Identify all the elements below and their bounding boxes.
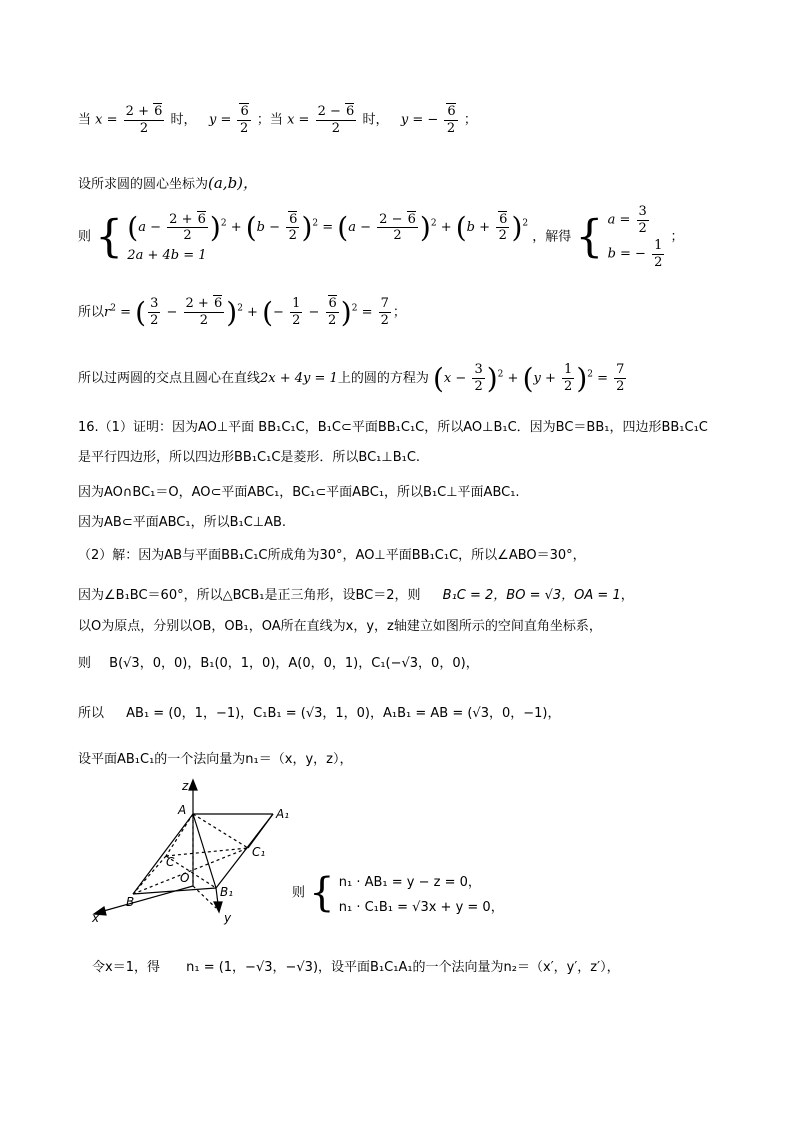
label-x: x [92, 911, 100, 925]
label-y: y [224, 911, 232, 925]
label-A1: A₁ [276, 807, 290, 821]
p16-b2: 因为∠B₁BC＝60°，所以△BCB₁是正三角形，设BC＝2，则 B₁C = 2，BO = √3，OA = 1， [78, 588, 634, 603]
p16-b5: 所以 AB₁ = (0，1，−1)，C₁B₁ = (√3，1，0)，A₁B₁ = AB = (√3，0，−1)， [78, 706, 561, 721]
label-B1: B₁ [220, 885, 234, 899]
p16-a3: 因为AO∩BC₁＝O，AO⊂平面ABC₁，BC₁⊂平面ABC₁，所以B₁C⊥平面ABC₁. [78, 485, 520, 500]
line-center: 设所求圆的圆心坐标为(a,b)， [78, 174, 259, 192]
z-arrow-icon [189, 780, 197, 790]
p16-b1: （2）解：因为AB与平面BB₁C₁C所成角为30°，AO⊥平面BB₁C₁C，所以∠ABO＝30°， [78, 548, 586, 563]
line-radius: 所以$r^2$ = ( $\frac{3}{2}$ − $\frac{2 + 6}{2}$ )$^2$ + (− $\frac{1}{2}$ − $\frac{6}{2}$ )$^2$ = $\frac{7}{2}$ ； [78, 296, 406, 329]
label-B: B [126, 895, 135, 909]
p16-b8: 令x＝1，得 n₁ = (1，−√3，−√3)，设平面B₁C₁A₁的一个法向量为n₂＝（x′，y′，z′）， [92, 960, 620, 975]
prism-figure [88, 776, 308, 926]
normal-system: 则 { n₁ · AB₁ = y − z = 0， n₁ · C₁B₁ = √3x + y = 0， [292, 870, 504, 916]
line-circle-eq: 所以过两圆的交点且圆心在直线2x + 4y = 1上的圆的方程为 (x − $\frac{3}{2}$ )$^2$ + (y + $\frac{1}{2}$ )$^2$ = $\frac{7}{2}$ [78, 362, 625, 395]
p16-a2: 是平行四边形，所以四边形BB₁C₁C是菱形．所以BC₁⊥B₁C. [78, 450, 421, 465]
p16-b6: 设平面AB₁C₁的一个法向量为n₁＝（x，y，z）， [78, 752, 353, 767]
label-O: O [180, 871, 190, 885]
line-when: 当 x = $\frac{2 + 6}{2}$ 时， y = $\frac{6}{2}$ ；当 x = $\frac{2 - 6}{2}$ 时， y = − $\frac{6}{2}$ ； [78, 104, 477, 136]
label-z: z [182, 779, 189, 793]
p16-a1: 16.（1）证明：因为AO⊥平面 BB₁C₁C，B₁C⊂平面BB₁C₁C，所以AO⊥B₁C．因为BC＝BB₁，四边形BB₁C₁C [78, 420, 708, 435]
label-C1: C₁ [252, 845, 266, 859]
p16-b4: 则 B(√3，0，0)，B₁(0，1，0)，A(0，0，1)，C₁(−√3，0，0)， [78, 656, 479, 671]
p16-a4: 因为AB⊂平面ABC₁，所以B₁C⊥AB. [78, 515, 287, 530]
line-system: 则 { (a − $\frac{2 + 6}{2}$ )$^2$ + (b − $\frac{6}{2}$ )$^2$ = (a − $\frac{2 - 6}{2}$ )$^2$ + (b + $\frac{6}{2}$ )$^2$ 2a + 4b = 1 ，解得 { a = $\frac{3}{2}$ b = − $\frac{1}{2}$ ； [78, 204, 684, 270]
x-axis [100, 886, 193, 912]
label-A: A [178, 803, 187, 817]
p16-b3: 以O为原点，分别以OB，OB₁，OA所在直线为x，y，z轴建立如图所示的空间直角坐标系， [78, 619, 602, 634]
label-C: C [166, 855, 175, 869]
